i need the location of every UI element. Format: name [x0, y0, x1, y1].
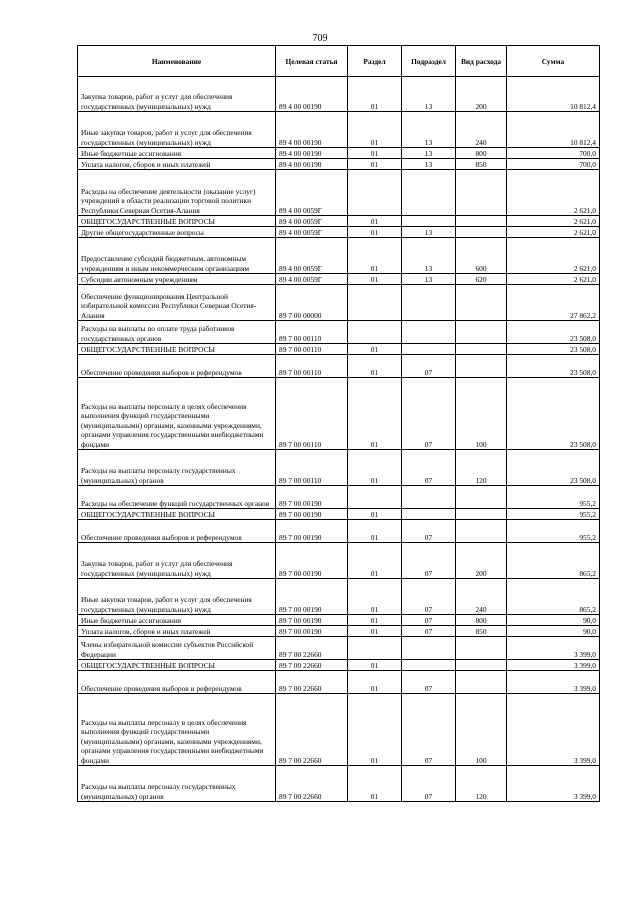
cell-expense-type: 850 [456, 626, 507, 637]
cell-name: Закупка товаров, работ и услуг для обеспечения государственных (муниципальных) нужд [78, 77, 276, 112]
cell-sum: 23 508,0 [507, 355, 600, 378]
table-row [78, 520, 600, 543]
cell-sum: 90,0 [507, 615, 600, 626]
cell-expense-type [456, 285, 507, 321]
cell-name: Иные закупки товаров, работ и услуг для обеспечения государственных (муниципальных) нужд [78, 112, 276, 148]
cell-section: 01 [348, 216, 402, 227]
cell-target-article: 89 7 00 00190 [276, 486, 348, 509]
table-row [78, 637, 600, 660]
cell-expense-type [456, 321, 507, 344]
cell-section: 01 [348, 112, 402, 148]
table-row [78, 321, 600, 344]
cell-name: Иные бюджетные ассигнования [78, 615, 276, 626]
cell-sum: 2 621,0 [507, 170, 600, 216]
cell-section [348, 170, 402, 216]
cell-subsection [402, 486, 456, 509]
cell-subsection: 07 [402, 694, 456, 766]
cell-expense-type [456, 509, 507, 520]
cell-target-article: 89 7 00 00110 [276, 321, 348, 344]
header-section: Раздел [348, 46, 402, 77]
cell-subsection [402, 321, 456, 344]
cell-expense-type: 240 [456, 112, 507, 148]
cell-sum: 865,2 [507, 543, 600, 579]
cell-target-article: 89 7 00 22660 [276, 671, 348, 694]
cell-subsection [402, 170, 456, 216]
cell-name: Иные закупки товаров, работ и услуг для обеспечения государственных (муниципальных) нужд [78, 579, 276, 615]
cell-sum: 23 508,0 [507, 321, 600, 344]
cell-name: Расходы на обеспечение деятельности (оказание услуг) учреждений в области реализации торговой политики Республики Северная Осетия-Алания [78, 170, 276, 216]
cell-name: Другие общегосударственные вопросы [78, 227, 276, 238]
header-expense-type: Вид расхода [456, 46, 507, 77]
table-row [78, 766, 600, 802]
cell-name: Расходы на выплаты по оплате труда работников государственных органов [78, 321, 276, 344]
cell-sum: 23 508,0 [507, 450, 600, 486]
cell-name: Расходы на выплаты персоналу в целях обеспечения выполнения функций государственными (муниципальными) органами, казенными учреждениями, органами управления государственными внебюджетными фондами [78, 378, 276, 450]
cell-sum: 90,0 [507, 626, 600, 637]
cell-sum: 3 399,0 [507, 660, 600, 671]
table-row [78, 274, 600, 285]
cell-target-article: 89 4 00 0059Г [276, 274, 348, 285]
cell-subsection: 07 [402, 766, 456, 802]
cell-expense-type [456, 344, 507, 355]
cell-section: 01 [348, 274, 402, 285]
cell-name: ОБЩЕГОСУДАРСТВЕННЫЕ ВОПРОСЫ [78, 344, 276, 355]
table-row [78, 579, 600, 615]
cell-name: Обеспечение проведения выборов и референдумов [78, 355, 276, 378]
cell-sum: 955,2 [507, 509, 600, 520]
cell-sum: 3 399,0 [507, 766, 600, 802]
cell-section: 01 [348, 579, 402, 615]
cell-sum: 3 399,0 [507, 671, 600, 694]
cell-section: 01 [348, 626, 402, 637]
cell-target-article: 89 7 00 22660 [276, 660, 348, 671]
table-row [78, 285, 600, 321]
cell-section [348, 285, 402, 321]
cell-sum: 27 862,2 [507, 285, 600, 321]
table-row [78, 170, 600, 216]
cell-subsection: 07 [402, 579, 456, 615]
cell-expense-type: 100 [456, 378, 507, 450]
cell-target-article: 89 7 00 22660 [276, 637, 348, 660]
cell-expense-type: 200 [456, 543, 507, 579]
cell-target-article: 89 7 00 00190 [276, 579, 348, 615]
cell-expense-type: 100 [456, 694, 507, 766]
cell-target-article: 89 4 00 0059Г [276, 216, 348, 227]
cell-name: ОБЩЕГОСУДАРСТВЕННЫЕ ВОПРОСЫ [78, 216, 276, 227]
cell-sum: 10 812,4 [507, 77, 600, 112]
table-row [78, 378, 600, 450]
cell-subsection: 13 [402, 112, 456, 148]
table-row [78, 543, 600, 579]
budget-table [77, 45, 600, 802]
cell-section: 01 [348, 520, 402, 543]
cell-name: ОБЩЕГОСУДАРСТВЕННЫЕ ВОПРОСЫ [78, 509, 276, 520]
cell-target-article: 89 7 00 00110 [276, 450, 348, 486]
cell-sum: 865,2 [507, 579, 600, 615]
cell-subsection [402, 344, 456, 355]
cell-target-article: 89 4 00 00190 [276, 148, 348, 159]
cell-name: Уплата налогов, сборов и иных платежей [78, 159, 276, 170]
cell-target-article: 89 7 00 00190 [276, 615, 348, 626]
cell-target-article: 89 4 00 00190 [276, 112, 348, 148]
cell-expense-type [456, 486, 507, 509]
cell-name: Расходы на выплаты персоналу государственных (муниципальных) органов [78, 450, 276, 486]
cell-name: Иные бюджетные ассигнования [78, 148, 276, 159]
cell-expense-type [456, 170, 507, 216]
cell-name: Обеспечение проведения выборов и референдумов [78, 520, 276, 543]
table-row [78, 344, 600, 355]
cell-target-article: 89 7 00 00190 [276, 543, 348, 579]
cell-subsection: 07 [402, 615, 456, 626]
table-row [78, 148, 600, 159]
cell-name: Члены избирательной комиссии субъектов Российской Федерации [78, 637, 276, 660]
cell-sum: 3 399,0 [507, 637, 600, 660]
cell-section: 01 [348, 450, 402, 486]
cell-expense-type: 200 [456, 77, 507, 112]
cell-sum: 2 621,0 [507, 227, 600, 238]
cell-sum: 700,0 [507, 159, 600, 170]
cell-name: Обеспечение проведения выборов и референдумов [78, 671, 276, 694]
table-row [78, 509, 600, 520]
table-header-row [78, 46, 600, 77]
table-row [78, 660, 600, 671]
cell-sum: 955,2 [507, 486, 600, 509]
cell-target-article: 89 7 00 00110 [276, 378, 348, 450]
cell-section: 01 [348, 660, 402, 671]
cell-target-article: 89 4 00 0059Г [276, 238, 348, 274]
cell-target-article: 89 4 00 0059Г [276, 170, 348, 216]
cell-name: Обеспечение функционирования Центральной избирательной комиссии Республики Северная Осетия-Алания [78, 285, 276, 321]
cell-section: 01 [348, 227, 402, 238]
cell-target-article: 89 7 00 00190 [276, 626, 348, 637]
cell-subsection [402, 509, 456, 520]
table-row [78, 486, 600, 509]
cell-expense-type: 120 [456, 450, 507, 486]
table-row [78, 227, 600, 238]
cell-sum: 3 399,0 [507, 694, 600, 766]
cell-name: Уплата налогов, сборов и иных платежей [78, 626, 276, 637]
cell-section: 01 [348, 615, 402, 626]
cell-section: 01 [348, 766, 402, 802]
header-name: Наименование [78, 46, 276, 77]
cell-sum: 2 621,0 [507, 238, 600, 274]
table-row [78, 216, 600, 227]
cell-section: 01 [348, 355, 402, 378]
cell-section: 01 [348, 671, 402, 694]
cell-target-article: 89 4 00 00190 [276, 77, 348, 112]
cell-section: 01 [348, 159, 402, 170]
cell-expense-type: 850 [456, 159, 507, 170]
cell-sum: 955,2 [507, 520, 600, 543]
cell-expense-type: 600 [456, 238, 507, 274]
cell-sum: 700,0 [507, 148, 600, 159]
cell-subsection [402, 660, 456, 671]
cell-sum: 23 508,0 [507, 344, 600, 355]
cell-expense-type [456, 520, 507, 543]
cell-subsection: 13 [402, 159, 456, 170]
cell-subsection: 13 [402, 274, 456, 285]
cell-section [348, 321, 402, 344]
cell-target-article: 89 7 00 00000 [276, 285, 348, 321]
cell-expense-type [456, 355, 507, 378]
cell-target-article: 89 7 00 00110 [276, 344, 348, 355]
cell-target-article: 89 7 00 22660 [276, 694, 348, 766]
cell-section [348, 486, 402, 509]
cell-subsection: 07 [402, 450, 456, 486]
cell-expense-type: 620 [456, 274, 507, 285]
table-row [78, 112, 600, 148]
cell-name: Расходы на обеспечение функций государственных органов [78, 486, 276, 509]
cell-name: Предоставление субсидий бюджетным, автономным учреждениям и иным некоммерческим организациям [78, 238, 276, 274]
table-row [78, 355, 600, 378]
cell-section: 01 [348, 543, 402, 579]
cell-subsection: 13 [402, 238, 456, 274]
table-row [78, 77, 600, 112]
cell-expense-type: 800 [456, 615, 507, 626]
page-number: 709 [312, 33, 328, 44]
cell-expense-type: 800 [456, 148, 507, 159]
table-row [78, 694, 600, 766]
cell-section: 01 [348, 344, 402, 355]
cell-section: 01 [348, 148, 402, 159]
header-target-article: Целевая статья [276, 46, 348, 77]
cell-target-article: 89 7 00 00110 [276, 355, 348, 378]
cell-expense-type: 240 [456, 579, 507, 615]
cell-subsection [402, 285, 456, 321]
table-row [78, 238, 600, 274]
cell-target-article: 89 4 00 00190 [276, 159, 348, 170]
table-row [78, 450, 600, 486]
cell-expense-type [456, 671, 507, 694]
cell-name: Расходы на выплаты персоналу государственных (муниципальных) органов [78, 766, 276, 802]
cell-subsection: 13 [402, 148, 456, 159]
cell-section [348, 637, 402, 660]
cell-subsection [402, 216, 456, 227]
cell-target-article: 89 7 00 00190 [276, 509, 348, 520]
cell-sum: 2 621,0 [507, 216, 600, 227]
cell-sum: 23 508,0 [507, 378, 600, 450]
cell-target-article: 89 7 00 00190 [276, 520, 348, 543]
header-sum: Сумма [507, 46, 600, 77]
cell-subsection: 07 [402, 671, 456, 694]
cell-expense-type [456, 660, 507, 671]
cell-expense-type [456, 637, 507, 660]
cell-sum: 10 812,4 [507, 112, 600, 148]
cell-expense-type [456, 216, 507, 227]
cell-sum: 2 621,0 [507, 274, 600, 285]
cell-section: 01 [348, 378, 402, 450]
cell-subsection: 07 [402, 626, 456, 637]
cell-target-article: 89 7 00 22660 [276, 766, 348, 802]
header-subsection: Подраздел [402, 46, 456, 77]
cell-name: Закупка товаров, работ и услуг для обеспечения государственных (муниципальных) нужд [78, 543, 276, 579]
cell-subsection: 07 [402, 543, 456, 579]
cell-section: 01 [348, 77, 402, 112]
cell-name: ОБЩЕГОСУДАРСТВЕННЫЕ ВОПРОСЫ [78, 660, 276, 671]
table-row [78, 671, 600, 694]
table-row [78, 615, 600, 626]
table-row [78, 159, 600, 170]
cell-subsection [402, 637, 456, 660]
table-row [78, 626, 600, 637]
cell-section: 01 [348, 238, 402, 274]
cell-section: 01 [348, 509, 402, 520]
cell-target-article: 89 4 00 0059Г [276, 227, 348, 238]
cell-subsection: 13 [402, 227, 456, 238]
cell-name: Субсидии автономным учреждениям [78, 274, 276, 285]
cell-subsection: 07 [402, 355, 456, 378]
cell-subsection: 13 [402, 77, 456, 112]
cell-expense-type [456, 227, 507, 238]
cell-subsection: 07 [402, 378, 456, 450]
cell-expense-type: 120 [456, 766, 507, 802]
cell-name: Расходы на выплаты персоналу в целях обеспечения выполнения функций государственными (муниципальными) органами, казенными учреждениями, органами управления государственными внебюджетными фондами [78, 694, 276, 766]
cell-subsection: 07 [402, 520, 456, 543]
cell-section: 01 [348, 694, 402, 766]
